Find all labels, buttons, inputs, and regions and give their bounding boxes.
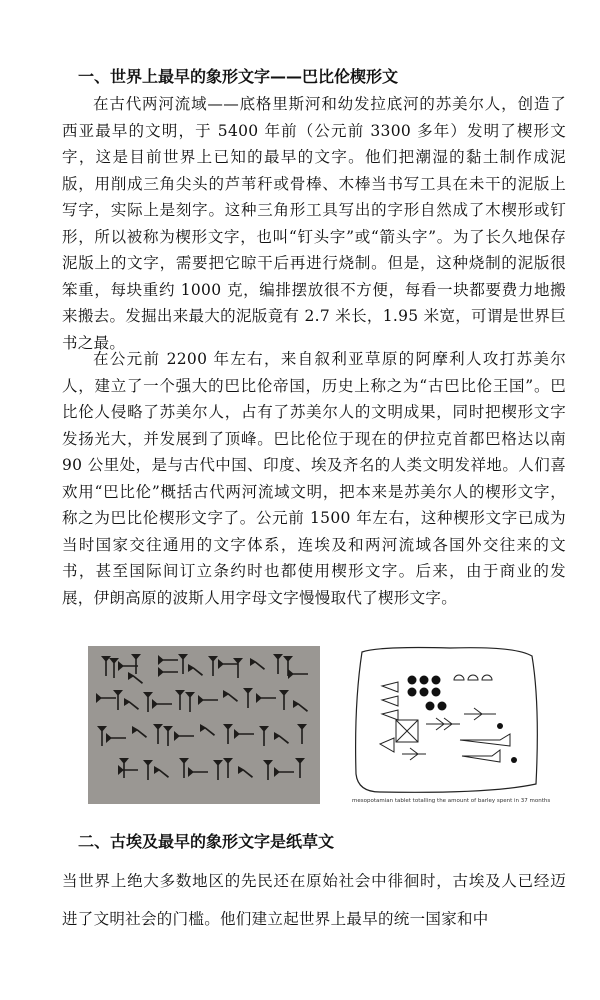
tablet-line-drawing — [340, 644, 550, 816]
section-2-paragraph: 当世界上绝大多数地区的先民还在原始社会中徘徊时，古埃及人已经迈进了文明社会的门槛。他们建立起世界上最早的统一国家和中 — [62, 872, 566, 928]
section-1-paragraph-1: 在古代两河流域——底格里斯河和幼发拉底河的苏美尔人，创造了西亚最早的文明，于 5400 年前（公元前 3300 多年）发明了楔形文字，这是目前世界上已知的最早的文字。他们把潮湿的黏土制作成泥版，用削成三角尖头的芦苇秆或骨棒、木棒当书写工具在未干的泥版上写字，实际上是刻字。这种三角形工具写出的字形自然成了木楔形或钉形，所以被称为楔形文字，也叫“钉头字”或“箭头字”。为了长久地保存泥版上的文字，需要把它晾干后再进行烧制。但是，这种烧制的泥版很笨重，每块重约 1000 克，编排摆放很不方便，每看一块都要费力地搬来搬去。发掘出来最大的泥版竟有 2.7 米长，1.95 米宽，可谓是世界巨书之最。 — [62, 95, 566, 352]
section-2-heading: 二、古埃及最早的象形文字是纸草文 — [78, 832, 335, 851]
cuneiform-tablet-photo — [88, 646, 320, 804]
figure-caption: mesopotamian tablet totalling the amount of barley spent in 37 months — [352, 798, 551, 804]
section-1-heading: 一、世界上最早的象形文字——巴比伦楔形文 — [78, 67, 399, 86]
section-1-paragraph-2: 在公元前 2200 年左右，来自叙利亚草原的阿摩利人攻打苏美尔人，建立了一个强大的巴比伦帝国，历史上称之为“古巴比伦王国”。巴比伦人侵略了苏美尔人，占有了苏美尔人的文明成果，同时把楔形文字发扬光大，并发展到了顶峰。巴比伦位于现在的伊拉克首都巴格达以南 90 公里处，是与古代中国、印度、埃及齐名的人类文明发祥地。人们喜欢用“巴比伦”概括古代两河流域文明，把本来是苏美尔人的楔形文字，称之为巴比伦楔形文字了。公元前 1500 年左右，这种楔形文字已成为当时国家交往通用的文字体系，连埃及和两河流域各国外交往来的文书，甚至国际间订立条约时也都使用楔形文字。后来，由于商业的发展，伊朗高原的波斯人用字母文字慢慢取代了楔形文字。 — [62, 350, 566, 607]
